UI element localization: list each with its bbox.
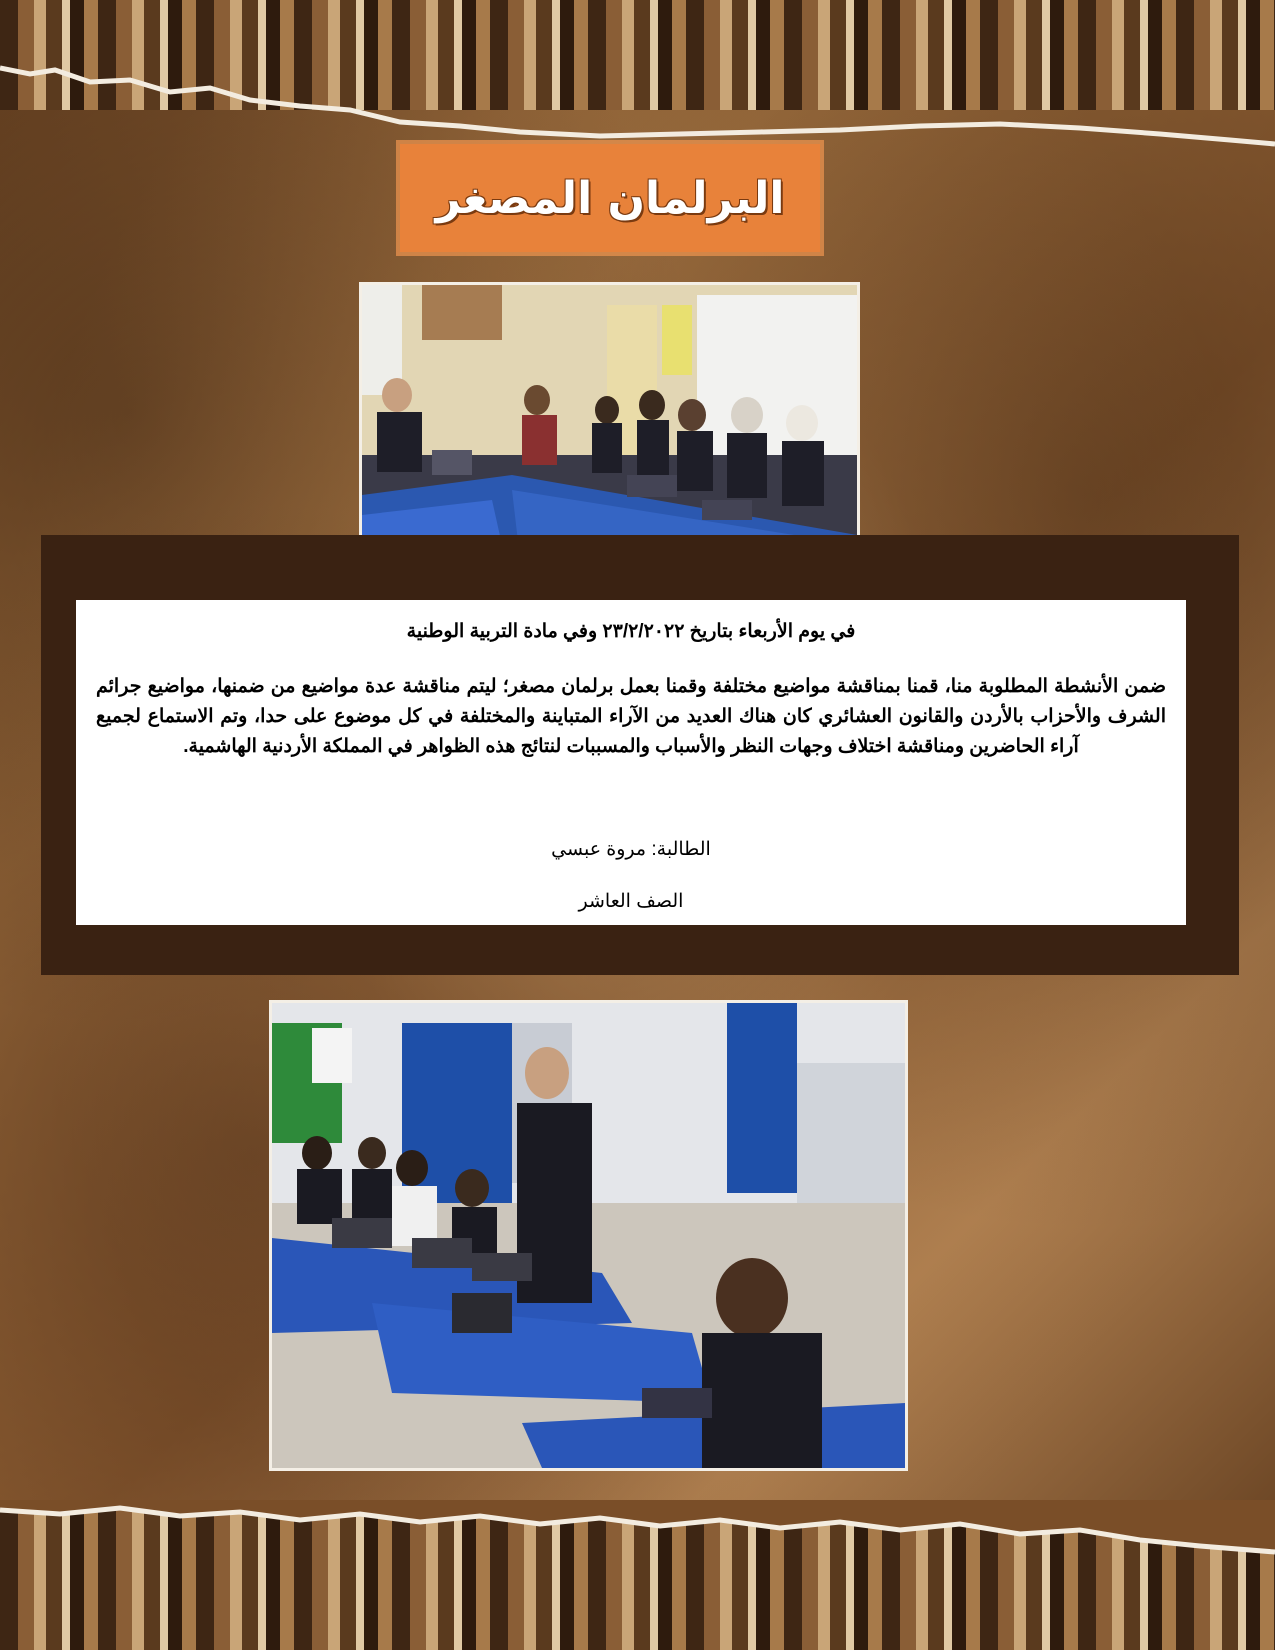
classroom-photo-2 — [272, 1003, 905, 1468]
classroom-photo-2-image — [272, 1003, 905, 1468]
classroom-photo-1 — [362, 285, 857, 576]
student-name: الطالبة: مروة عبسي — [551, 839, 711, 860]
classroom-photo-1-image — [362, 285, 857, 576]
article-text-box — [76, 600, 1186, 925]
title-banner — [400, 144, 820, 252]
torn-paper-edge-top — [0, 40, 1275, 150]
page-title: البرلمان المصغر — [435, 172, 785, 224]
student-grade: الصف العاشر — [578, 891, 684, 912]
torn-paper-edge-bottom — [0, 1500, 1275, 1570]
date-line: في يوم الأربعاء بتاريخ ٢٣/٢/٢٠٢٢ وفي مادة التربية الوطنية — [406, 621, 856, 642]
article-paragraph: ضمن الأنشطة المطلوبة منا، قمنا بمناقشة مواضيع مختلفة وقمنا بعمل برلمان مصغر؛ ليتم مناقشة عدة مواضيع من ضمنها، مواضيع جرائم الشرف والأحزاب بالأردن والقانون العشائري كان هناك العديد من الآراء المتباينة والمختلفة في كل موضوع على حدا، وتم الاستماع لجميع آراء الحاضرين ومناقشة اختلاف وجهات النظر والأسباب والمسببات لنتائج هذه الظواهر في المملكة الأردنية الهاشمية. — [96, 676, 1166, 757]
